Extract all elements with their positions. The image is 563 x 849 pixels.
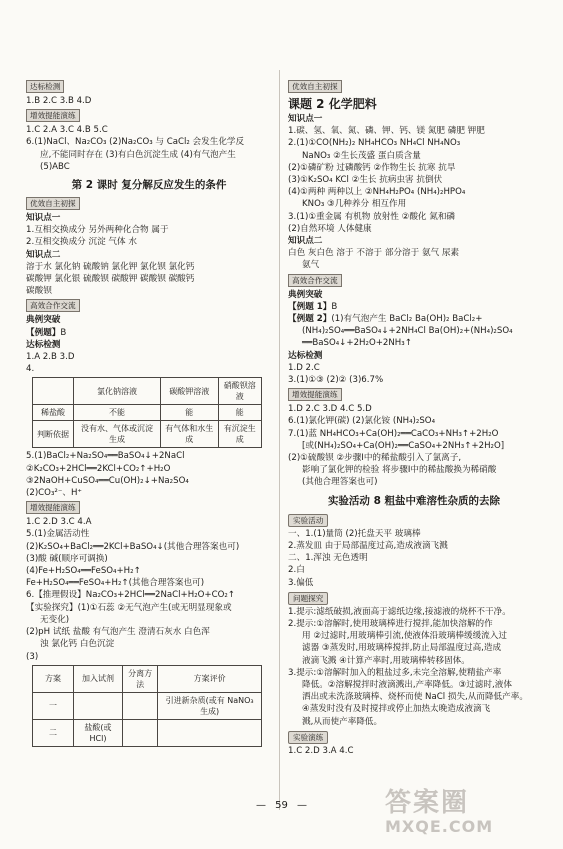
table-cell [122,719,157,746]
answer-continuation: 无变化) [40,614,70,625]
left-column [26,78,272,749]
answer-continuation: 浊 氯化钙 白色沉淀 [40,639,115,650]
answer-continuation: ══BaSO₄↓+2H₂O+2NH₃↑ [302,338,412,349]
answer-line: 3.(1)①③ (2)② (3)6.7% [288,375,384,386]
example-answer: (1)有气泡产生 BaCl₂ Ba(OH)₂ BaCl₂+ [331,314,483,325]
example-label: 【例题】 [26,327,61,338]
example-label: 【例题 2】 [288,314,332,325]
answer-line: 【实验探究】(1)①石蕊 ②无气泡产生(或无明显现象或 [26,602,232,613]
answer-line: Fe+H₂SO₄══FeSO₄+H₂↑(其他合理答案也可) [26,578,205,589]
subheading: 知识点一 [26,213,61,224]
page-number: — 59 — [255,800,308,811]
answer-line: 二、1.浑浊 无色透明 [288,553,368,564]
table-cell: 判断依据 [33,421,74,448]
answer-continuation: 氨气 [302,260,320,271]
section-title: 第 2 课时 复分解反应发生的条件 [71,179,227,192]
right-column [288,78,540,757]
answer-line: 2.(1)①CO(NH₂)₂ NH₄HCO₃ NH₄Cl NH₄NO₃ [288,138,461,149]
subheading: 达标检测 [26,339,61,350]
subheading: 知识点一 [288,114,323,124]
column-divider [279,70,280,810]
table-header-cell: 加入试剂 [74,665,123,692]
answer-line: 3.提示:①溶解时加入的粗盐过多,未完全溶解,使精盐产率 [288,667,502,678]
answer-line: 5.(1)金属活动性 [26,529,90,540]
activity-banner [288,728,540,745]
activity-banner-label: 问题探究 [288,592,328,605]
section-banner [288,272,540,289]
table-cell: 盐酸(或 HCl) [74,719,123,746]
answer-line: ②K₂CO₃+2HCl══2KCl+CO₂↑+H₂O [26,463,171,474]
answer-line: 1.提示:滤纸破损,液面高于滤纸边缘,接滤液的烧杯不干净。 [288,606,511,617]
section-banner-label: 高效合作交流 [26,299,80,312]
answer-line: (3) [26,651,39,662]
answer-line: (2)CO₃²⁻、H⁺ [26,488,82,499]
table-row [33,692,262,719]
answer-line: 5.(1)BaCl₂+Na₂SO₄══BaSO₄↓+2NaCl [26,451,185,462]
answer-continuation: 影响了氯化钾的检验 将步骤Ⅰ中的稀盐酸换为稀硝酸 [302,465,497,476]
answer-continuation: (其他合理答案也可) [302,477,378,488]
answer-continuation: (NH₄)₂SO₄══BaSO₄↓+2NH₄Cl Ba(OH)₂+(NH₄)₂SO₄ [302,326,513,337]
answer-line: 1.互相交换成分 另外两种化合物 属于 [26,225,169,236]
answer-line: 白色 灰白色 溶于 不溶于 部分溶于 氨气 尿素 [288,248,460,259]
subheading: 知识点二 [288,236,323,247]
answer-continuation: 滤器 ③蒸发时,用玻璃棒搅拌,防止局部温度过高,造成 [302,643,502,654]
answer-line: 1.碳、氢、氧、氮、磷、钾、钙、镁 氮肥 磷肥 钾肥 [288,126,485,137]
data-table [32,665,262,747]
example-answer: B [60,327,67,338]
section-banner-label: 优效自主初探 [26,197,80,210]
section-banner [26,297,272,314]
answer-line: (3)①K₂SO₄ KCl ②生长 抗病虫害 抗倒伏 [288,175,443,186]
answer-continuation: KNO₃ ③几种养分 相互作用 [302,199,407,210]
answer-line: (2)①磷矿粉 过磷酸钙 ②作物生长 抗寒 抗旱 [288,162,456,173]
section-banner-label: 增效提能演练 [26,501,80,514]
topic-title: 课题 2 化学肥料 [288,97,377,111]
answer-line: 1.C 2.A 3.C 4.B 5.C [26,125,108,136]
answer-line: 碳酸钡 [26,286,52,297]
watermark [385,788,545,840]
answer-line: (2)K₂SO₄+BaCl₂══2KCl+BaSO₄↓(其他合理答案也可) [26,541,240,552]
table-row [33,719,262,746]
example-line [288,313,540,325]
answer-continuation: ④蒸发时没有及时搅拌或停止加热太晚造成液滴飞 [302,704,491,715]
table-header-cell: 方案评价 [158,665,262,692]
table-cell [74,692,123,719]
table-cell [122,692,157,719]
watermark-logo: 答案圈 [385,788,470,818]
section-banner [288,386,540,403]
answer-line: 1.B 2.C 3.B 4.D [26,96,92,106]
answer-continuation: [或(NH₄)₂SO₄+Ca(OH)₂══CaSO₄+2NH₃↑+2H₂O] [302,440,505,451]
answer-line: 2.互相交换成分 沉淀 气体 水 [26,237,137,248]
table-header-cell: 碳酸钾溶液 [160,378,218,405]
table-header-row [33,665,262,692]
activity-banner-label: 实验演练 [288,731,328,744]
section-banner-label: 增效提能演练 [288,388,342,401]
subheading: 典例突破 [288,289,323,300]
answer-line: 碳酸钾 氯化银 硫酸钡 碳酸钾 碳酸钡 碳酸钙 [26,274,195,285]
page-number-text: 59 [275,800,288,811]
table-cell: 一 [33,692,74,719]
answer-line: 2.蒸发皿 由于局部温度过高,造成液滴飞溅 [288,540,448,551]
table-header-cell: 方案 [33,665,74,692]
table-cell: 能 [218,405,261,421]
section-banner [26,107,272,124]
subheading: 典例突破 [26,315,61,326]
table-header-cell [33,378,74,405]
answer-continuation: NaNO₃ ②生长茂盛 蛋白质含量 [302,150,421,161]
answer-line: 溶于水 氯化钠 硫酸钠 氯化钾 氯化钡 氯化钙 [26,261,195,272]
answer-line: (2)pH 试纸 盐酸 有气泡产生 澄清石灰水 白色浑 [26,627,210,638]
answer-continuation: 液滴飞溅 ④计算产率时,用玻璃棒转移固体。 [302,655,470,666]
answer-line: 2.提示:①溶解时,使用玻璃棒进行搅拌,能加快溶解的作 [288,618,493,629]
watermark-url: MXQE.COM [385,817,494,836]
activity-banner [288,589,540,606]
answer-line: (2)自然环境 人体健康 [288,223,372,234]
answer-line: 1.D 2.C 3.D 4.C 5.D [288,404,372,415]
section-banner [26,499,272,516]
answer-line: ③2NaOH+CuSO₄══Cu(OH)₂↓+Na₂SO₄ [26,475,189,486]
answer-line: 1.D 2.C [288,362,320,373]
answer-line: 1.C 2.D 3.C 4.A [26,517,92,528]
activity-banner [288,511,540,528]
answer-continuation: (5)ABC [40,161,70,172]
answer-line: 2.白 [288,565,305,576]
table-cell: 稀盐酸 [33,405,74,421]
table-cell: 引进新杂质(或有 NaNO₃ 生成) [158,692,262,719]
answer-line: 一、1.(1)量筒 (2)托盘天平 玻璃棒 [288,528,421,539]
table-header-cell: 硝酸钡溶液 [218,378,261,405]
table-header-row [33,378,262,405]
answer-continuation: 溅,从而使产率降低。 [302,716,383,727]
activity-banner-label: 实验活动 [288,514,328,527]
data-table [32,377,262,448]
answer-line: 6.【推理假设】Na₂CO₃+2HCl══2NaCl+H₂O+CO₂↑ [26,590,236,601]
table-cell: 没有水、气体或沉淀生成 [74,421,161,448]
answer-line: 1.C 2.D 3.A 4.C [288,745,354,756]
subheading: 知识点二 [26,249,61,260]
answer-line: 4. [26,364,35,375]
section-title: 实验活动 8 粗盐中难溶性杂质的去除 [327,494,501,507]
table-header-cell: 分离方法 [122,665,157,692]
answer-line: 6.(1)氯化钾(碳) (2)氯化铵 (NH₄)₂SO₄ [288,416,436,427]
example-answer: B [331,301,338,312]
section-banner-label: 增效提能演练 [26,109,80,122]
answer-continuation: 洒出或未洗涤玻璃棒、烧杯而使 NaCl 损失,从而降低产率。 [302,692,528,703]
answer-continuation: 用 ②过滤时,用玻璃棒引流,使液体沿玻璃棒缓缓流入过 [302,631,507,642]
table-header-cell: 氯化钠溶液 [74,378,161,405]
answer-line: (4)Fe+H₂SO₄══FeSO₄+H₂↑ [26,566,141,577]
answer-continuation: 应,不能同时存在 (3)有白色沉淀生成 (4)有气泡产生 [40,149,236,160]
answer-line: (4)①两种 两种以上 ②NH₄H₂PO₄ (NH₄)₂HPO₄ [288,187,466,198]
table-cell: 二 [33,719,74,746]
table-row [33,405,262,421]
example-line [26,327,272,339]
table-cell [158,719,262,746]
section-banner-label: 达标检测 [26,80,64,93]
table-cell: 有沉淀生成 [218,421,261,448]
section-banner [26,195,272,212]
answer-line: 1.A 2.B 3.D [26,352,75,363]
subheading: 达标检测 [288,350,323,361]
section-banner [26,78,272,95]
section-banner-label: 优效自主初探 [288,80,342,93]
answer-line: 3.偏低 [288,577,314,588]
example-line [288,301,540,313]
answer-line: 3.(1)①重金属 有机物 放射性 ②酸化 氮和磷 [288,211,456,222]
table-cell: 能 [160,405,218,421]
section-banner-label: 高效合作交流 [288,274,342,287]
example-label: 【例题 1】 [288,301,332,312]
answer-line: (3)酸 碱(顺序可调换) [26,553,108,564]
answer-line: (2)①硫酸钡 ②步骤Ⅰ中的稀盐酸引入了氯离子, [288,453,462,464]
table-cell: 不能 [74,405,161,421]
answer-line: 7.(1)蓝 NH₄HCO₃+Ca(OH)₂══CaCO₃+NH₃↑+2H₂O [288,428,499,439]
answer-line: 6.(1)NaCl、Na₂CO₃ (2)Na₂CO₃ 与 CaCl₂ 会发生化学反 [26,137,245,148]
table-cell: 有气体和水生成 [160,421,218,448]
table-row [33,421,262,448]
section-banner [288,78,540,95]
answer-continuation: 降低。②溶解搅拌时液滴溅出,产率降低。③过滤时,液体 [302,679,512,690]
